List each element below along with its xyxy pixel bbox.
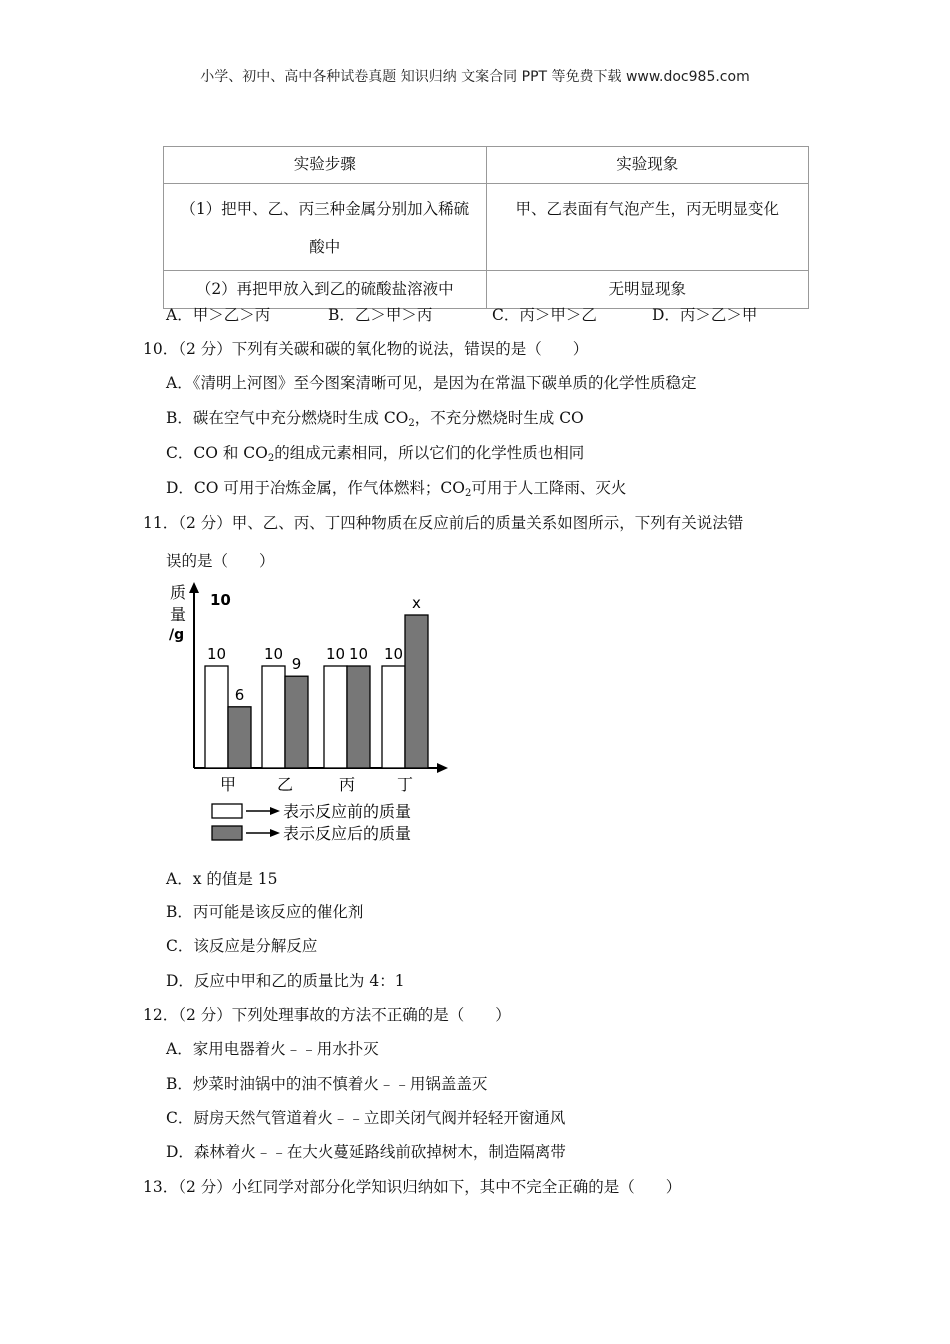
q9-options [166,305,757,325]
x-tick-label: 甲 [219,775,237,794]
q10-option-b: B．碳在空气中充分燃烧时生成 $CO_2$，不充分燃烧时生成 CO [166,409,584,429]
q12-option-c: C．厨房天然气管道着火﹣﹣立即关闭气阀并轻轻开窗通风 [166,1109,566,1127]
table-row [164,184,809,271]
table-cell-step: （2）再把甲放入到乙的硫酸盐溶液中 [164,271,487,309]
q12-option-b: B．炒菜时油锅中的油不慎着火﹣﹣用锅盖盖灭 [166,1075,488,1093]
y-axis-label-char: 质 [170,583,187,602]
legend-swatch-before [212,804,242,818]
bar-after [405,615,428,768]
bar-data-label: 10 [263,645,284,663]
x-tick-label: 丙 [338,775,356,794]
x-tick-label: 乙 [276,775,294,794]
page-banner: 小学、初中、高中各种试卷真题 知识归纳 文案合同 PPT 等免费下载 www.doc985.com [200,69,750,85]
bar-data-label: x [412,594,421,612]
y-axis-arrow [189,582,199,593]
legend-arrow-head [270,807,280,815]
bar-data-label: 10 [348,645,369,663]
step-text-line1: （1）把甲、乙、丙三种金属分别加入稀硫 [180,200,470,218]
q9-option-b: B．乙＞甲＞丙 [328,306,433,324]
q9-option-d: D．丙＞乙＞甲 [652,306,758,324]
q9-option-a: A．甲＞乙＞丙 [166,306,271,324]
bar-before [382,666,405,768]
y-axis-top-label: 10 [210,591,231,609]
bar-after [347,666,370,768]
step-text-line2: 酸中 [309,238,341,256]
q10-option-d: D．CO 可用于冶炼金属，作气体燃料；$CO_2$可用于人工降雨、灭火 [166,479,627,499]
experiment-table [163,146,809,309]
table-header-step: 实验步骤 [164,147,487,184]
bar-before [205,666,228,768]
q10-option-c: C．CO 和 $CO_2$的组成元素相同，所以它们的化学性质也相同 [166,444,585,464]
q11-stem-line1: 11．（2 分）甲、乙、丙、丁四种物质在反应前后的质量关系如图所示，下列有关说法错 [143,514,744,532]
q12-stem: 12．（2 分）下列处理事故的方法不正确的是（ ） [143,1006,511,1024]
bar-data-label: 6 [234,685,245,704]
legend-arrow-head [270,829,280,837]
y-axis-label-unit: /g [169,627,185,643]
legend-label-before: 表示反应前的质量 [283,802,412,821]
bar-before [262,666,285,768]
table-header-row [164,147,809,184]
bar-after [285,676,308,768]
q11-option-c: C．该反应是分解反应 [166,937,318,955]
q12-option-a: A．家用电器着火﹣﹣用水扑灭 [166,1040,379,1058]
q10-option-a: A．《清明上河图》至今图案清晰可见，是因为在常温下碳单质的化学性质稳定 [166,374,697,392]
table-row [164,271,809,309]
legend-label-after: 表示反应后的质量 [283,824,412,843]
q13-stem: 13．（2 分）小红同学对部分化学知识归纳如下，其中不完全正确的是（ ） [143,1178,682,1196]
q11-stem-line2: 误的是（ ） [166,552,275,570]
legend-swatch-after [212,826,242,840]
q11-option-d: D．反应中甲和乙的质量比为 4：1 [166,972,405,990]
bar-data-label: 10 [325,645,346,663]
q12-option-d: D．森林着火﹣﹣在大火蔓延路线前砍掉树木，制造隔离带 [166,1143,566,1161]
bar-data-label: 10 [383,645,404,663]
q9-option-c: C．丙＞甲＞乙 [492,306,597,324]
q11-option-b: B．丙可能是该反应的催化剂 [166,903,364,921]
bar-before [324,666,347,768]
q10-stem: 10．（2 分）下列有关碳和碳的氧化物的说法，错误的是（ ） [143,340,589,358]
bar-data-label: 10 [206,645,227,663]
table-cell-step [164,184,487,271]
table-header-phenomenon: 实验现象 [486,147,809,184]
table-cell-phenomenon: 甲、乙表面有气泡产生，丙无明显变化 [486,184,809,271]
x-axis-arrow [437,763,448,773]
bar-after [228,707,251,768]
y-axis-label-char: 量 [170,605,187,624]
x-tick-label: 丁 [396,775,414,794]
mass-bar-chart [162,578,462,853]
bar-data-label: 9 [291,655,302,674]
q11-option-a: A．x 的值是 15 [166,870,278,888]
table-cell-phenomenon: 无明显现象 [486,271,809,309]
